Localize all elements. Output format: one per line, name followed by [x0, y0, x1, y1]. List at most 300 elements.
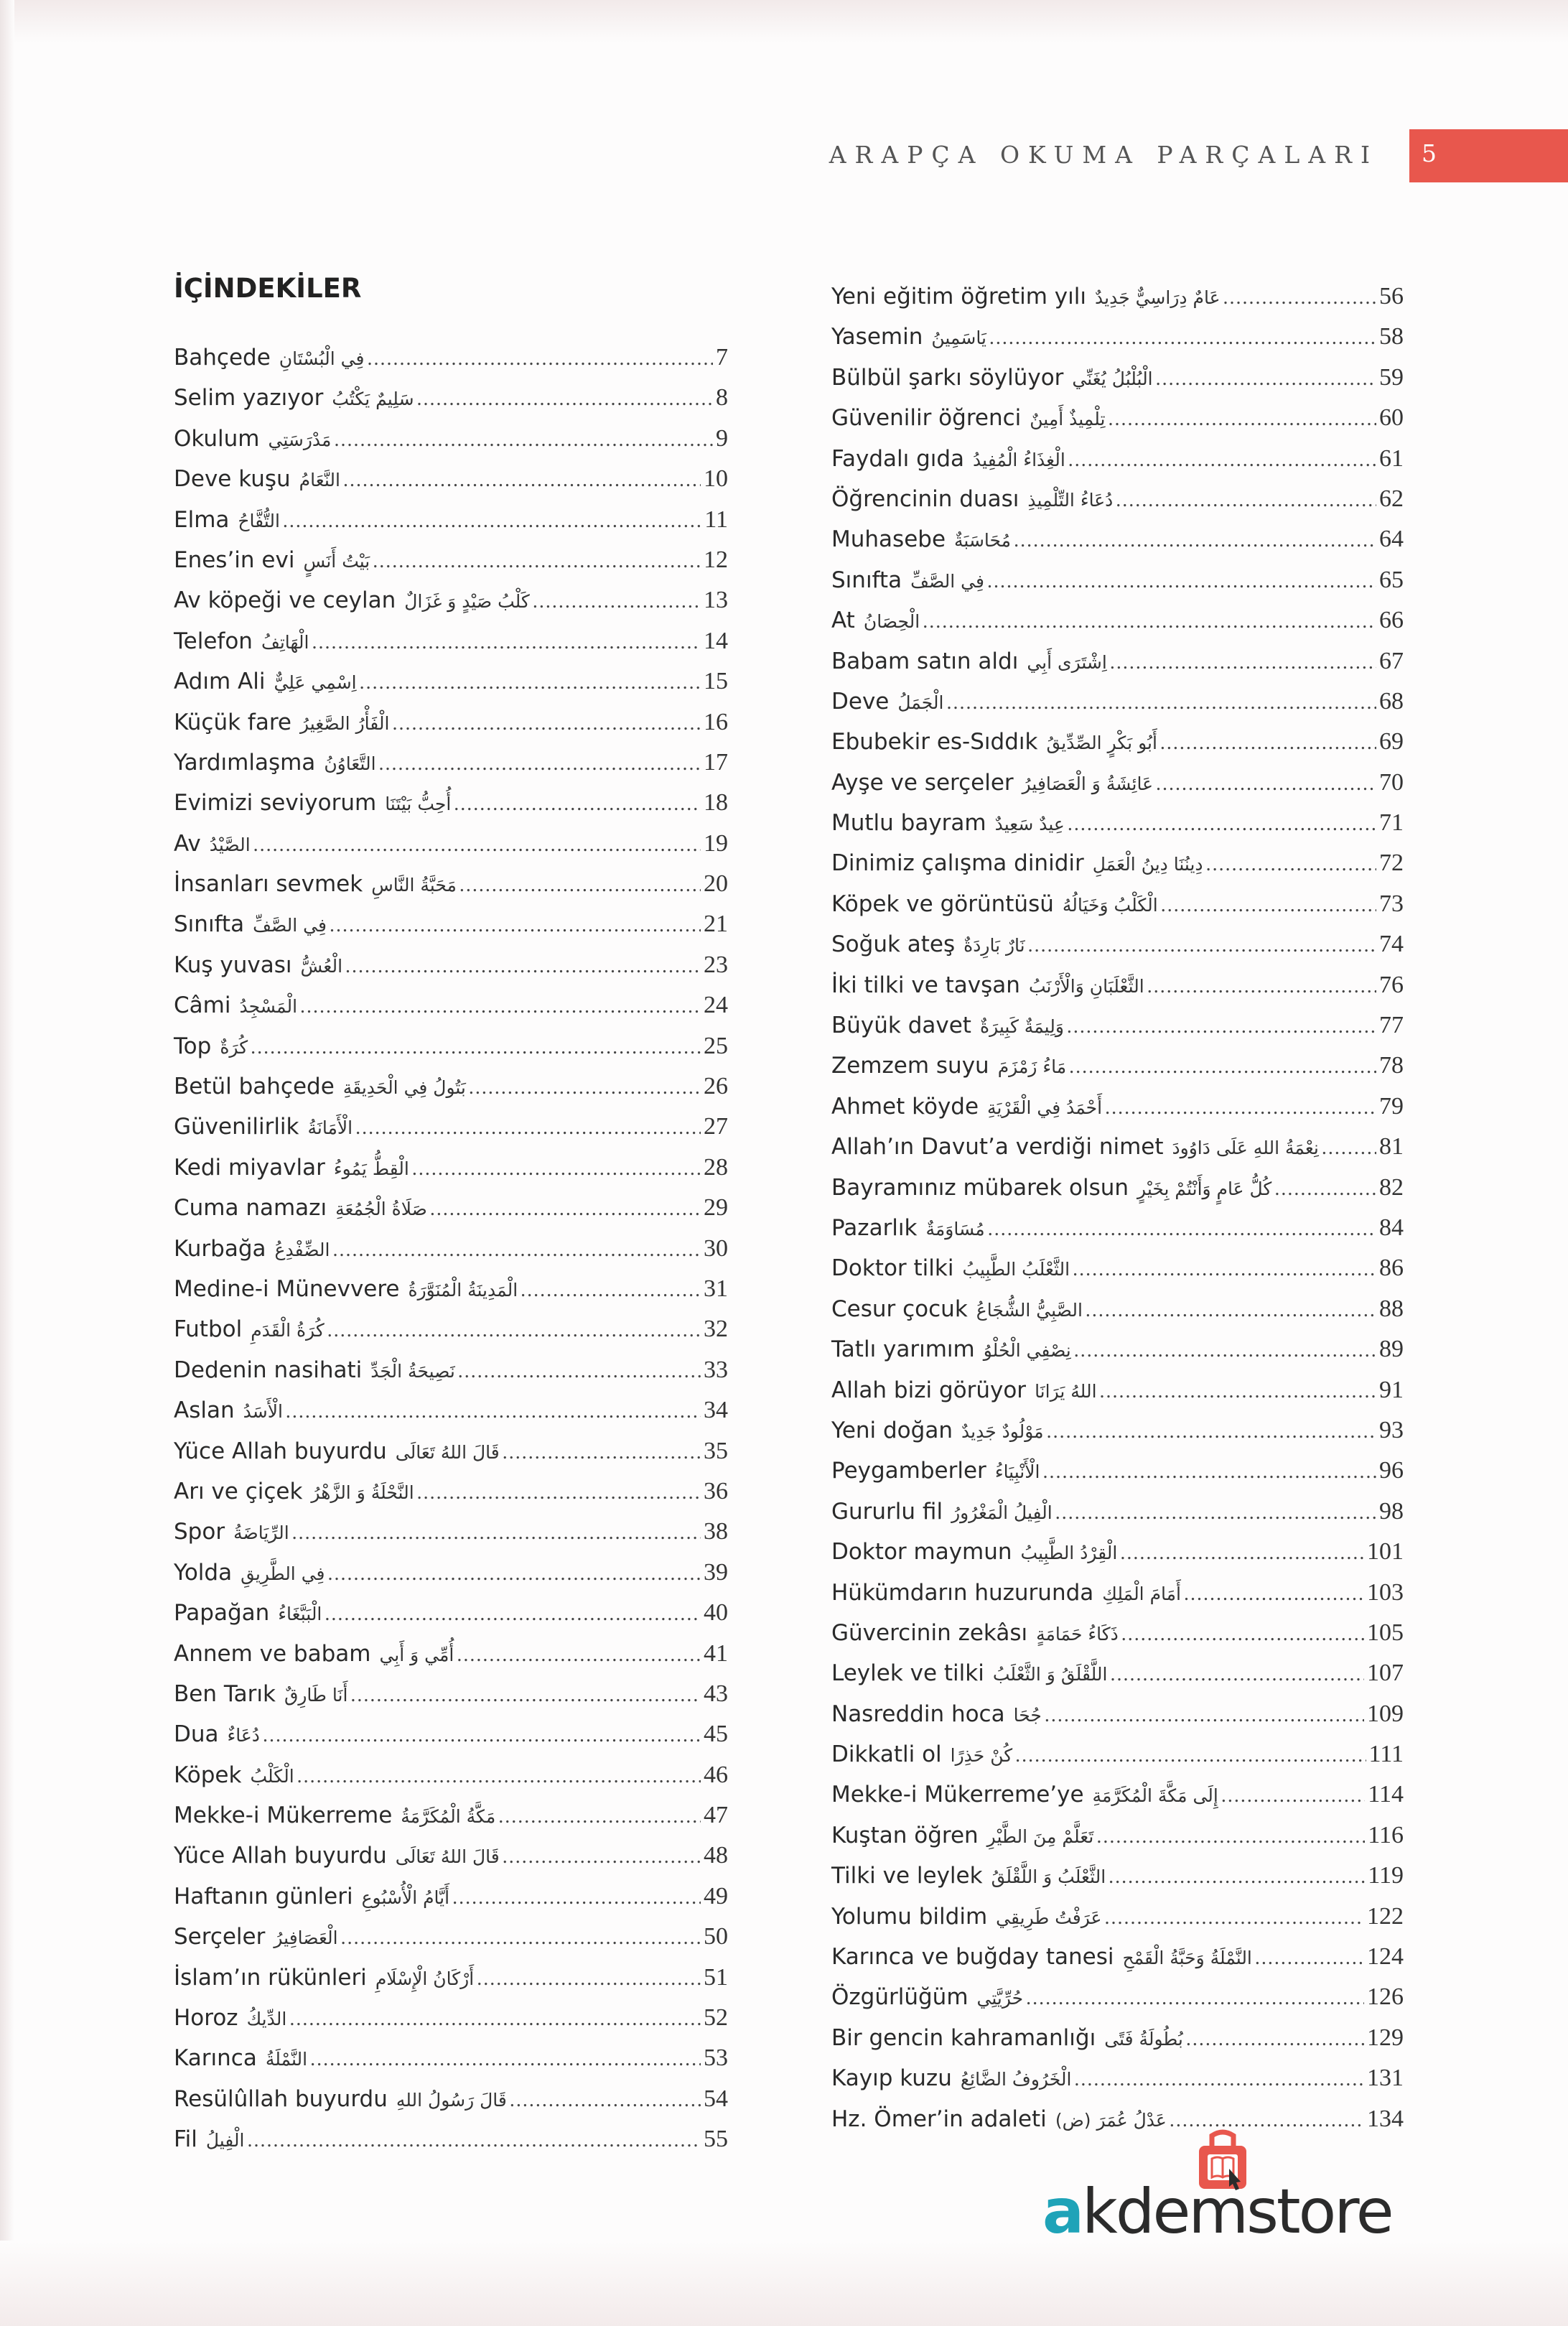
- toc-entry: [174, 985, 728, 1025]
- toc-entry-leader-dots: [367, 339, 713, 379]
- toc-entry: [174, 783, 728, 823]
- toc-entry: [831, 560, 1404, 600]
- toc-entry-leader-dots: [1104, 1898, 1364, 1938]
- toc-entry: [831, 479, 1404, 519]
- toc-entry-line: [174, 540, 728, 582]
- toc-entry-arabic-title: مَكَّةُ الْمُكَرَّمَةُ: [401, 1806, 496, 1828]
- toc-entry: [831, 1856, 1404, 1896]
- toc-entry: [831, 1289, 1404, 1329]
- toc-entry-line: [174, 1714, 728, 1756]
- toc-entry-title: Yolumu bildim: [831, 1903, 988, 1930]
- toc-entry: [174, 1674, 728, 1714]
- toc-entry-leader-dots: [1067, 1007, 1376, 1047]
- toc-entry-title: Peygamberler: [831, 1458, 986, 1484]
- toc-entry-title: Evimizi seviyorum: [174, 790, 377, 817]
- toc-entry-line: [831, 600, 1404, 642]
- toc-entry-title: Küçük fare: [174, 709, 291, 735]
- toc-entry-page-number: 24: [704, 992, 728, 1019]
- toc-entry: [831, 1208, 1404, 1248]
- toc-entry-title: Kuş yuvası: [174, 952, 292, 978]
- watermark-brand-rest: kdemstore: [1082, 2176, 1392, 2248]
- toc-entry: [174, 1229, 728, 1269]
- toc-entry-line: [831, 1329, 1404, 1371]
- toc-entry-page-number: 56: [1379, 283, 1404, 310]
- toc-entry-arabic-title: أَيَّامُ الْأُسْبُوعِ: [361, 1887, 450, 1908]
- toc-entry-title: Spor: [174, 1519, 225, 1545]
- toc-entry: [831, 398, 1404, 438]
- toc-entry: [831, 1168, 1404, 1208]
- toc-entry-leader-dots: [1110, 1655, 1364, 1695]
- toc-entry-line: [174, 985, 728, 1027]
- toc-entry-title: Papağan: [174, 1600, 270, 1627]
- toc-entry-page-number: 81: [1379, 1133, 1404, 1160]
- toc-entry-title: Yasemin: [831, 324, 923, 350]
- toc-entry-page-number: 64: [1379, 526, 1404, 553]
- toc-entry-page-number: 8: [716, 384, 728, 411]
- toc-entry-line: [831, 1127, 1404, 1168]
- toc-entry-page-number: 26: [704, 1073, 728, 1100]
- toc-entry-title: Mutlu bayram: [831, 810, 986, 837]
- toc-entry-arabic-title: النَّحْلَةُ وَ الزَّهْرُ: [311, 1481, 414, 1503]
- toc-entry-arabic-title: اللهُ يَرَانَا: [1035, 1380, 1097, 1402]
- toc-entry-page-number: 101: [1367, 1538, 1404, 1566]
- toc-entry-title: Yüce Allah buyurdu: [174, 1438, 387, 1464]
- toc-entry-arabic-title: النَّمْلَةُ وَحَبَّةُ الْقَمْحِ: [1122, 1948, 1252, 1969]
- toc-entry: [174, 2119, 728, 2159]
- toc-entry-leader-dots: [946, 683, 1376, 723]
- toc-entry-line: [174, 1026, 728, 1068]
- toc-entry-line: [174, 1107, 728, 1148]
- toc-entry-title: Betül bahçede: [174, 1074, 335, 1100]
- toc-entry-title: İslam’ın rükünleri: [174, 1964, 367, 1991]
- toc-entry-line: [174, 2038, 728, 2080]
- toc-entry-arabic-title: ذَكَاءُ حَمَامَةٍ: [1036, 1623, 1119, 1645]
- toc-entry: [174, 1066, 728, 1107]
- toc-entry-line: [831, 1208, 1404, 1250]
- toc-entry-page-number: 98: [1379, 1497, 1404, 1525]
- toc-entry-page-number: 12: [704, 546, 728, 573]
- toc-entry-arabic-title: قَالَ اللهُ تَعَالَى: [395, 1846, 500, 1868]
- toc-entry-page-number: 50: [704, 1923, 728, 1950]
- toc-entry-line: [174, 743, 728, 784]
- toc-entry-arabic-title: قَالَ اللهُ تَعَالَى: [395, 1441, 500, 1463]
- toc-entry-line: [174, 1390, 728, 1432]
- toc-entry-line: [174, 1066, 728, 1108]
- toc-entry-line: [174, 1634, 728, 1675]
- watermark-brand-accent: a: [1042, 2176, 1083, 2248]
- toc-entry: [831, 317, 1404, 357]
- toc-entry: [174, 1026, 728, 1066]
- toc-entry-arabic-title: الْجَمَلُ: [897, 692, 944, 713]
- toc-entry-title: Selim yazıyor: [174, 385, 324, 411]
- toc-entry-arabic-title: الضِّفْدِعُ: [274, 1239, 330, 1260]
- toc-entry-line: [831, 1774, 1404, 1816]
- toc-entry-title: Güvenilir öğrenci: [831, 405, 1022, 432]
- toc-entry-arabic-title: عَامٌ دِرَاسِيٌّ جَدِيدٌ: [1094, 287, 1221, 308]
- toc-entry: [174, 580, 728, 620]
- toc-left-column: [174, 338, 728, 2160]
- toc-entry-page-number: 20: [704, 870, 728, 898]
- toc-entry-line: [174, 824, 728, 865]
- toc-entry-leader-dots: [477, 1959, 701, 1999]
- toc-entry-line: [174, 1876, 728, 1918]
- toc-entry-page-number: 40: [704, 1599, 728, 1627]
- toc-entry: [831, 1532, 1404, 1572]
- toc-entry-page-number: 66: [1379, 607, 1404, 634]
- toc-entry-leader-dots: [263, 1716, 701, 1756]
- toc-entry-arabic-title: كُلُّ عَامٍ وَأَنْتُمْ بِخَيْرٍ: [1137, 1178, 1272, 1199]
- toc-entry: [831, 1410, 1404, 1451]
- toc-entry-page-number: 18: [704, 789, 728, 817]
- toc-entry-line: [831, 843, 1404, 885]
- toc-entry-leader-dots: [1074, 2060, 1364, 2100]
- toc-entry-line: [174, 459, 728, 501]
- toc-entry-leader-dots: [1105, 1088, 1376, 1128]
- toc-entry-page-number: 13: [704, 587, 728, 614]
- toc-entry-line: [831, 1168, 1404, 1209]
- toc-entry-page-number: 131: [1367, 2065, 1404, 2092]
- toc-entry-page-number: 122: [1367, 1902, 1404, 1930]
- toc-entry-leader-dots: [458, 1352, 701, 1392]
- toc-entry-line: [831, 398, 1404, 439]
- toc-entry-arabic-title: أَبُو بَكْرٍ الصِّدِّيقُ: [1046, 732, 1157, 754]
- toc-entry-title: Bahçede: [174, 345, 271, 371]
- toc-entry: [831, 924, 1404, 964]
- toc-entry-line: [174, 1229, 728, 1270]
- toc-entry-leader-dots: [1255, 1938, 1364, 1978]
- toc-entry-leader-dots: [355, 1108, 701, 1148]
- toc-entry-line: [174, 1593, 728, 1634]
- toc-entry: [174, 661, 728, 702]
- toc-entry-page-number: 54: [704, 2085, 728, 2112]
- toc-entry-title: Öğrencinin duası: [831, 485, 1019, 512]
- toc-entry-leader-dots: [1015, 1736, 1366, 1776]
- toc-entry-arabic-title: الْمَدِينَةُ الْمُنَوَّرَةُ: [408, 1279, 518, 1301]
- toc-entry-page-number: 7: [716, 344, 728, 371]
- toc-entry: [174, 338, 728, 378]
- toc-entry-leader-dots: [1160, 723, 1376, 763]
- toc-entry-arabic-title: أَمَامَ الْمَلِكِ: [1102, 1583, 1182, 1604]
- toc-entry: [174, 1188, 728, 1228]
- toc-entry-title: Horoz: [174, 2005, 238, 2032]
- toc-entry: [831, 276, 1404, 317]
- toc-entry-arabic-title: النَّعَامُ: [299, 470, 340, 491]
- toc-entry-leader-dots: [1221, 1776, 1365, 1816]
- toc-entry-arabic-title: صَلَاةُ الْجُمُعَةِ: [335, 1199, 427, 1220]
- toc-entry-page-number: 15: [704, 668, 728, 695]
- toc-entry-title: Doktor maymun: [831, 1539, 1012, 1566]
- toc-entry: [831, 803, 1404, 843]
- toc-entry-line: [831, 1248, 1404, 1290]
- toc-entry-leader-dots: [1069, 1047, 1376, 1087]
- toc-entry-page-number: 39: [704, 1558, 728, 1586]
- toc-entry-leader-dots: [1047, 1412, 1376, 1452]
- toc-entry-leader-dots: [1184, 1574, 1364, 1614]
- toc-entry-arabic-title: عَدْلُ عُمَرَ (ض): [1055, 2109, 1167, 2131]
- toc-entry-arabic-title: الْمَسْجِدُ: [239, 996, 298, 1018]
- toc-entry: [174, 1512, 728, 1552]
- toc-entry-leader-dots: [1096, 1817, 1365, 1857]
- toc-entry-arabic-title: اِشْتَرَى أَبِي: [1027, 651, 1107, 673]
- toc-entry: [174, 1471, 728, 1512]
- toc-entry-page-number: 47: [704, 1802, 728, 1829]
- toc-entry-page-number: 62: [1379, 485, 1404, 512]
- toc-entry-leader-dots: [286, 1392, 701, 1432]
- toc-entry-title: Haftanın günleri: [174, 1883, 353, 1909]
- toc-entry-title: Sınıfta: [174, 911, 245, 938]
- toc-entry-arabic-title: بُطُولَةُ فَتًى: [1104, 2028, 1183, 2050]
- toc-entry-page-number: 49: [704, 1882, 728, 1909]
- toc-entry-leader-dots: [332, 1230, 701, 1270]
- toc-entry-leader-dots: [1121, 1614, 1364, 1655]
- toc-entry-page-number: 96: [1379, 1457, 1404, 1484]
- toc-entry-arabic-title: الْفِيلُ الْمَغْرُورُ: [951, 1502, 1053, 1523]
- toc-entry-arabic-title: عِيدٌ سَعِيدٌ: [994, 814, 1065, 835]
- toc-entry-title: Ben Tarık: [174, 1680, 276, 1707]
- toc-entry-leader-dots: [283, 501, 701, 541]
- toc-entry-arabic-title: الْأَمَانَةُ: [307, 1117, 353, 1139]
- page-number-tab: [1409, 129, 1568, 182]
- toc-entry-title: Dedenin nasihati: [174, 1357, 363, 1383]
- toc-entry: [831, 1897, 1404, 1937]
- toc-entry-page-number: 23: [704, 951, 728, 978]
- toc-entry-arabic-title: نِصْفِي الْحُلْوُ: [983, 1340, 1071, 1362]
- toc-entry-page-number: 34: [704, 1397, 728, 1424]
- toc-entry-title: Pazarlık: [831, 1214, 918, 1241]
- toc-entry-title: Av: [174, 830, 201, 857]
- toc-entry-line: [831, 479, 1404, 521]
- toc-entry-title: Bayramınız mübarek olsun: [831, 1174, 1129, 1201]
- toc-entry-arabic-title: التَّعَاوُنُ: [324, 753, 376, 774]
- toc-entry-arabic-title: بَتُولُ فِي الْحَدِيقَةِ: [342, 1077, 466, 1099]
- toc-entry: [831, 439, 1404, 479]
- toc-entry-title: Aslan: [174, 1397, 235, 1424]
- toc-entry-page-number: 86: [1379, 1255, 1404, 1282]
- toc-entry-leader-dots: [1223, 278, 1376, 318]
- toc-entry-page-number: 76: [1379, 971, 1404, 998]
- toc-entry-arabic-title: الْهَاتِفُ: [261, 631, 309, 653]
- toc-entry-title: Güvercinin zekâsı: [831, 1619, 1028, 1646]
- toc-entry-leader-dots: [379, 744, 701, 784]
- toc-entry-arabic-title: أُمِّي وَ أَبِي: [379, 1644, 454, 1665]
- toc-entry: [831, 1329, 1404, 1369]
- toc-entry: [174, 1755, 728, 1795]
- toc-entry-arabic-title: أَرْكَانُ الْإِسْلَامِ: [375, 1968, 475, 1989]
- toc-entry-arabic-title: الْفَأْرُ الصَّغِيرُ: [299, 712, 390, 734]
- toc-entry-title: Ebubekir es-Sıddık: [831, 729, 1038, 755]
- toc-entry-leader-dots: [360, 663, 701, 703]
- toc-entry: [831, 1492, 1404, 1532]
- toc-entry-leader-dots: [327, 1311, 701, 1351]
- toc-entry-title: Yeni doğan: [831, 1417, 953, 1443]
- toc-entry-title: Karınca: [174, 2045, 257, 2072]
- toc-entry-page-number: 69: [1379, 728, 1404, 755]
- toc-entry-title: Allah bizi görüyor: [831, 1377, 1027, 1403]
- toc-entry-leader-dots: [1322, 1128, 1376, 1168]
- toc-entry-arabic-title: دِينُنَا دِينُ الْعَمَلِ: [1092, 854, 1203, 875]
- toc-entry-line: [831, 1653, 1404, 1695]
- toc-entry-arabic-title: فِي الصَّفِّ: [253, 915, 327, 936]
- toc-entry: [174, 1390, 728, 1431]
- toc-entry-page-number: 55: [704, 2126, 728, 2153]
- toc-entry-title: Bir gencin kahramanlığı: [831, 2024, 1096, 2051]
- toc-entry: [174, 1836, 728, 1876]
- toc-entry: [174, 864, 728, 904]
- toc-entry-leader-dots: [1028, 926, 1376, 966]
- toc-entry-leader-dots: [1116, 480, 1376, 521]
- toc-entry-leader-dots: [988, 1209, 1376, 1250]
- toc-entry: [831, 1694, 1404, 1734]
- toc-entry-line: [831, 803, 1404, 845]
- toc-entry-line: [831, 439, 1404, 480]
- toc-entry-leader-dots: [417, 379, 713, 419]
- toc-entry-line: [831, 560, 1404, 602]
- toc-entry-leader-dots: [248, 2121, 701, 2161]
- toc-entry: [831, 1370, 1404, 1410]
- toc-entry-leader-dots: [1014, 521, 1376, 561]
- toc-entry-page-number: 93: [1379, 1416, 1404, 1443]
- toc-entry-page-number: 74: [1379, 931, 1404, 958]
- toc-entry-arabic-title: سَلِيمٌ يَكْتُبُ: [332, 389, 414, 410]
- toc-entry-line: [174, 1674, 728, 1716]
- toc-entry-page-number: 60: [1379, 404, 1404, 432]
- toc-entry-arabic-title: الْكَلْبُ: [250, 1765, 294, 1787]
- toc-entry-page-number: 88: [1379, 1295, 1404, 1322]
- toc-entry-leader-dots: [350, 1675, 701, 1716]
- toc-entry: [174, 1998, 728, 2038]
- toc-entry-leader-dots: [1147, 967, 1376, 1007]
- toc-entry-arabic-title: الْغِذَاءُ الْمُفِيدُ: [973, 449, 1065, 470]
- toc-entry-arabic-title: الْبَبَّغَاءُ: [278, 1604, 322, 1625]
- toc-entry-line: [174, 1998, 728, 2039]
- toc-entry-line: [831, 1492, 1404, 1533]
- toc-entry-leader-dots: [312, 623, 701, 663]
- toc-entry-title: Nasreddin hoca: [831, 1701, 1005, 1727]
- toc-entry-line: [831, 1856, 1404, 1897]
- toc-entry-leader-dots: [1156, 359, 1376, 399]
- toc-entry-title: Kuştan öğren: [831, 1822, 979, 1848]
- toc-entry-title: Cesur çocuk: [831, 1295, 968, 1322]
- toc-entry-line: [831, 1087, 1404, 1128]
- toc-entry-line: [831, 1734, 1404, 1776]
- toc-entry-arabic-title: الْخَرُوفُ الضَّائِعُ: [960, 2069, 1072, 2090]
- toc-entry-arabic-title: مُحَاسَبَةٌ: [954, 530, 1012, 552]
- akdemstore-watermark: [1042, 2126, 1416, 2248]
- toc-entry-leader-dots: [289, 1999, 701, 2039]
- toc-entry-arabic-title: مَحَبَّةُ النَّاسِ: [371, 875, 457, 896]
- toc-entry-line: [831, 317, 1404, 358]
- toc-entry-leader-dots: [989, 318, 1376, 358]
- toc-entry-title: Güvenilirlik: [174, 1114, 299, 1140]
- toc-entry-line: [831, 1005, 1404, 1047]
- watermark-brand-text: [1042, 2176, 1416, 2248]
- toc-entry-line: [174, 1512, 728, 1553]
- toc-entry-page-number: 9: [716, 424, 728, 452]
- toc-entry-leader-dots: [325, 1594, 701, 1634]
- toc-entry-leader-dots: [1186, 2019, 1364, 2060]
- toc-entry-page-number: 52: [704, 2004, 728, 2032]
- toc-entry: [174, 2079, 728, 2119]
- toc-right-column: [831, 276, 1404, 2139]
- toc-entry-leader-dots: [1055, 1493, 1376, 1533]
- toc-entry-arabic-title: الْفِيلُ: [205, 2130, 245, 2151]
- toc-entry-page-number: 116: [1368, 1821, 1404, 1848]
- toc-entry-page-number: 21: [704, 911, 728, 938]
- toc-entry-page-number: 129: [1367, 2024, 1404, 2051]
- toc-entry-title: At: [831, 608, 855, 634]
- toc-entry-line: [174, 1269, 728, 1311]
- toc-entry-page-number: 46: [704, 1761, 728, 1788]
- toc-entry-arabic-title: الْعَصَافِيرُ: [274, 1927, 338, 1949]
- toc-entry-line: [174, 1958, 728, 1999]
- running-header: ARAPÇA OKUMA PARÇALARI: [829, 141, 1378, 169]
- toc-entry-arabic-title: الْقِطُّ يَمُوءُ: [333, 1158, 409, 1179]
- toc-entry-title: Sınıfta: [831, 567, 902, 593]
- toc-entry-arabic-title: عَرَفْتُ طَرِيقِي: [996, 1907, 1102, 1928]
- toc-entry-arabic-title: نَارٌ بَارِدَةٌ: [963, 935, 1025, 957]
- toc-entry-page-number: 43: [704, 1680, 728, 1707]
- toc-entry-line: [831, 1937, 1404, 1978]
- toc-entry-leader-dots: [1109, 1857, 1365, 1897]
- toc-entry-line: [174, 419, 728, 460]
- toc-entry: [174, 1553, 728, 1593]
- toc-entry-line: [174, 1471, 728, 1513]
- toc-entry-page-number: 51: [704, 1963, 728, 1991]
- toc-entry: [174, 1431, 728, 1471]
- toc-entry-line: [831, 1977, 1404, 2019]
- toc-entry-page-number: 107: [1367, 1660, 1404, 1687]
- toc-entry-line: [174, 1836, 728, 1877]
- toc-entry-title: Yüce Allah buyurdu: [174, 1843, 387, 1869]
- toc-entry-title: Ahmet köyde: [831, 1093, 979, 1120]
- toc-entry-leader-dots: [1068, 440, 1376, 480]
- toc-entry-arabic-title: كُرَةٌ: [220, 1036, 248, 1058]
- toc-entry-title: Arı ve çiçek: [174, 1478, 303, 1504]
- toc-entry-title: Karınca ve buğday tanesi: [831, 1944, 1114, 1971]
- toc-entry-page-number: 38: [704, 1518, 728, 1545]
- toc-entry-line: [831, 1573, 1404, 1614]
- toc-entry-arabic-title: قَالَ رَسُولُ اللهِ: [396, 2089, 507, 2111]
- toc-entry-arabic-title: إِلَى مَكَّةَ الْمُكَرَّمَةِ: [1092, 1785, 1218, 1807]
- toc-entry: [174, 1634, 728, 1674]
- toc-entry-title: Kedi miyavlar: [174, 1154, 325, 1181]
- toc-entry: [174, 621, 728, 661]
- toc-entry: [831, 2018, 1404, 2058]
- toc-entry-line: [174, 783, 728, 824]
- toc-entry-leader-dots: [343, 460, 701, 501]
- toc-entry-line: [174, 500, 728, 541]
- toc-entry: [174, 1714, 728, 1754]
- toc-entry: [831, 965, 1404, 1005]
- toc-entry-line: [831, 1815, 1404, 1857]
- toc-entry-page-number: 70: [1379, 768, 1404, 796]
- toc-entry-arabic-title: التُّفَّاحُ: [238, 510, 280, 531]
- toc-entry-page-number: 25: [704, 1032, 728, 1059]
- toc-entry-title: Doktor tilki: [831, 1255, 954, 1282]
- toc-entry-page-number: 105: [1367, 1619, 1404, 1646]
- toc-entry-leader-dots: [1045, 1695, 1364, 1736]
- toc-entry: [174, 1795, 728, 1836]
- toc-entry-line: [174, 2079, 728, 2121]
- toc-entry-leader-dots: [345, 946, 701, 987]
- toc-entry-title: Mekke-i Mükerreme: [174, 1802, 393, 1829]
- toc-entry: [831, 681, 1404, 722]
- toc-entry-line: [831, 722, 1404, 763]
- toc-entry-page-number: 111: [1368, 1741, 1404, 1768]
- toc-entry-page-number: 36: [704, 1477, 728, 1504]
- toc-entry-line: [174, 1431, 728, 1473]
- toc-entry-arabic-title: الْأَنْبِيَاءُ: [994, 1461, 1040, 1483]
